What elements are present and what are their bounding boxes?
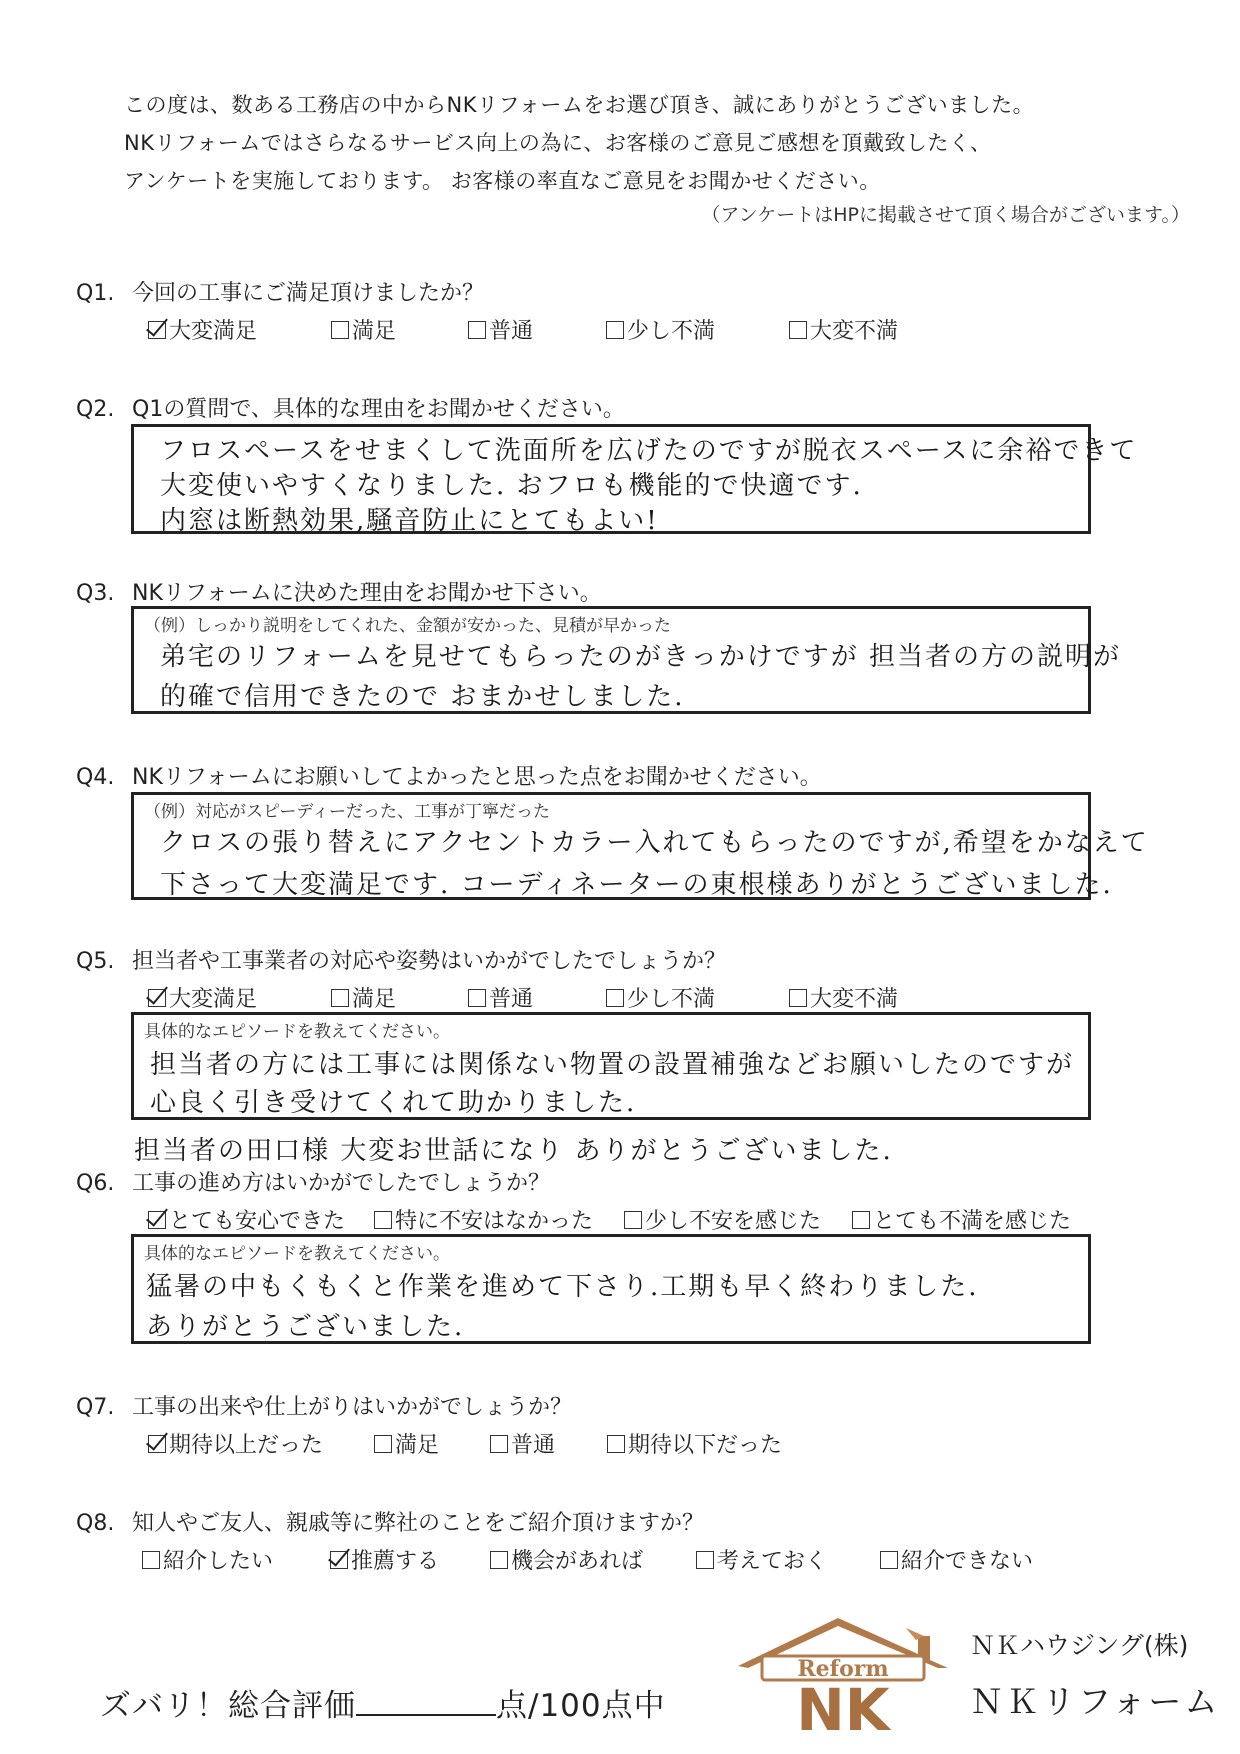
intro-text: [124, 86, 1034, 200]
checkbox-icon[interactable]: [468, 989, 486, 1007]
question-text: 担当者や工事業者の対応や姿勢はいかがでしたでしょうか？: [132, 949, 727, 974]
q5-answer-line-1: 担当者の方には工事には関係ない物置の設置補強などお願いしたのですが: [150, 1050, 1075, 1080]
q2-answer-line-1: フロスペースをせまくして洗面所を広げたのですが脱衣スペースに余裕できて: [160, 436, 1138, 466]
option-label: 普通: [489, 987, 534, 1012]
intro-line-3: アンケートを実施しております。 お客様の率直なご意見をお聞かせください。: [124, 169, 881, 193]
q1-option-1[interactable]: [331, 314, 468, 345]
q8-option-4[interactable]: [880, 1544, 1033, 1575]
option-label: 満足: [352, 319, 397, 344]
checkbox-icon[interactable]: [374, 1211, 392, 1229]
q6-option-3[interactable]: [852, 1204, 1071, 1235]
q7-option-0[interactable]: [148, 1428, 374, 1459]
checkbox-icon[interactable]: [374, 1435, 392, 1453]
question-6: [76, 1166, 550, 1197]
q3-answer-line-1: 弟宅のリフォームを見せてもらったのがきっかけですが 担当者の方の説明が: [160, 642, 1121, 672]
q7-option-1[interactable]: [374, 1428, 490, 1459]
option-label: 大変不満: [810, 319, 899, 344]
checkbox-icon[interactable]: [789, 989, 807, 1007]
option-label: 大変満足: [169, 319, 258, 344]
q1-option-4[interactable]: [789, 314, 898, 345]
question-2: [76, 392, 625, 423]
q6-options: [148, 1204, 1071, 1235]
q1-options: [148, 314, 898, 345]
option-label: 機会があれば: [511, 1549, 644, 1574]
checkbox-icon[interactable]: [696, 1551, 714, 1569]
logo-reform-text: Reform: [797, 1656, 889, 1682]
intro-line-1: この度は、数ある工務店の中からNKリフォームをお選び頂き、誠にありがとうございました。: [124, 93, 1035, 117]
question-number: Q1.: [76, 281, 115, 306]
question-number: Q3.: [76, 581, 115, 606]
question-number: Q4.: [76, 765, 115, 790]
question-text: NKリフォームにお願いしてよかったと思った点をお聞かせください。: [132, 765, 822, 790]
checkbox-icon[interactable]: [490, 1435, 508, 1453]
q5-example: 具体的なエピソードを教えてください。: [144, 1022, 450, 1042]
intro-line-2: NKリフォームではさらなるサービス向上の為に、お客様のご意見ご感想を頂戴致したく、: [124, 131, 992, 155]
question-3: [76, 576, 602, 607]
option-label: 満足: [395, 1433, 440, 1458]
checkbox-icon[interactable]: [331, 321, 349, 339]
checkbox-icon[interactable]: [606, 321, 624, 339]
q8-option-3[interactable]: [696, 1544, 880, 1575]
q2-answer-line-2: 大変使いやすくなりました. おフロも機能的で快適です.: [160, 471, 863, 501]
checkbox-icon[interactable]: [607, 1435, 625, 1453]
q4-example: （例）対応がスピーディーだった、工事が丁寧だった: [144, 802, 550, 822]
q6-option-0[interactable]: [148, 1204, 374, 1235]
option-label: 大変満足: [169, 987, 258, 1012]
question-1: [76, 276, 484, 307]
q3-example: （例）しっかり説明をしてくれた、金額が安かった、見積が早かった: [144, 616, 671, 636]
checkbox-checked-icon[interactable]: [330, 1551, 348, 1569]
question-text: 知人やご友人、親戚等に弊社のことをご紹介頂けますか？: [132, 1511, 705, 1536]
q2-answer-line-3: 内窓は断熱効果,騒音防止にとてもよい!: [160, 506, 659, 536]
q8-option-2[interactable]: [490, 1544, 696, 1575]
checkbox-checked-icon[interactable]: [148, 321, 166, 339]
q8-options: [142, 1544, 1033, 1575]
overall-rating: [100, 1680, 666, 1725]
q5-answer-line-2: 心良く引き受けてくれて助かりました.: [150, 1088, 637, 1118]
q7-option-3[interactable]: [607, 1428, 782, 1459]
q5-option-2[interactable]: [468, 982, 606, 1013]
option-label: 少し不満: [627, 987, 716, 1012]
question-number: Q8.: [76, 1511, 115, 1536]
option-label: とても安心できた: [169, 1209, 346, 1234]
question-number: Q6.: [76, 1171, 115, 1196]
company-name-reform: ＮＫリフォーム: [970, 1682, 1221, 1721]
option-label: 大変不満: [810, 987, 899, 1012]
option-label: 少し不安を感じた: [645, 1209, 822, 1234]
rating-score-field[interactable]: [356, 1688, 496, 1716]
checkbox-icon[interactable]: [142, 1551, 160, 1569]
checkbox-checked-icon[interactable]: [148, 1435, 166, 1453]
q8-option-1[interactable]: [330, 1544, 490, 1575]
checkbox-checked-icon[interactable]: [148, 989, 166, 1007]
checkbox-icon[interactable]: [880, 1551, 898, 1569]
question-text: 工事の出来や仕上がりはいかがでしょうか？: [132, 1395, 573, 1420]
q6-example: 具体的なエピソードを教えてください。: [144, 1244, 450, 1264]
q7-option-2[interactable]: [490, 1428, 607, 1459]
q6-answer-line-2: ありがとうございました.: [146, 1312, 465, 1342]
q4-answer-line-1: クロスの張り替えにアクセントカラー入れてもらったのですが,希望をかなえて: [160, 828, 1149, 858]
checkbox-icon[interactable]: [468, 321, 486, 339]
q5-option-1[interactable]: [331, 982, 468, 1013]
option-label: 紹介したい: [163, 1549, 274, 1574]
option-label: 紹介できない: [901, 1549, 1034, 1574]
checkbox-icon[interactable]: [852, 1211, 870, 1229]
q5-option-3[interactable]: [606, 982, 789, 1013]
checkbox-icon[interactable]: [624, 1211, 642, 1229]
company-name-housing: ＮＫハウジング(株): [970, 1631, 1189, 1660]
option-label: 期待以上だった: [169, 1433, 324, 1458]
question-text: 今回の工事にご満足頂けましたか？: [132, 281, 485, 306]
question-text: NKリフォームに決めた理由をお聞かせ下さい。: [132, 581, 602, 606]
option-label: 期待以下だった: [628, 1433, 783, 1458]
q1-option-3[interactable]: [606, 314, 789, 345]
q8-option-0[interactable]: [142, 1544, 330, 1575]
question-8: [76, 1506, 704, 1537]
rating-suffix: 点/100点中: [496, 1688, 666, 1724]
q1-option-0[interactable]: [148, 314, 331, 345]
option-label: とても不満を感じた: [873, 1209, 1072, 1234]
q5-option-4[interactable]: [789, 982, 898, 1013]
option-label: 考えておく: [717, 1549, 828, 1574]
q6-option-2[interactable]: [624, 1204, 852, 1235]
question-7: [76, 1390, 572, 1421]
q3-answer-line-2: 的確で信用できたので おまかせしました.: [160, 682, 685, 712]
option-label: 満足: [352, 987, 397, 1012]
question-text: Q1の質問で、具体的な理由をお聞かせください。: [132, 397, 625, 422]
question-number: Q5.: [76, 949, 115, 974]
q5-options: [148, 982, 898, 1013]
option-label: 普通: [489, 319, 534, 344]
question-number: Q7.: [76, 1395, 115, 1420]
intro-note: （アンケートはHPに掲載させて頂く場合がございます。）: [701, 204, 1190, 226]
logo-nk-text: NK: [796, 1676, 890, 1734]
question-text: 工事の進め方はいかがでしたでしょうか？: [132, 1171, 551, 1196]
checkbox-icon[interactable]: [789, 321, 807, 339]
question-number: Q2.: [76, 397, 115, 422]
q6-option-1[interactable]: [374, 1204, 624, 1235]
question-5: [76, 944, 726, 975]
question-4: [76, 760, 822, 791]
checkbox-checked-icon[interactable]: [148, 1211, 166, 1229]
option-label: 推薦する: [351, 1549, 440, 1574]
checkbox-icon[interactable]: [331, 989, 349, 1007]
q6-answer-line-1: 猛暑の中もくもくと作業を進めて下さり.工期も早く終わりました.: [146, 1272, 979, 1302]
q5-option-0[interactable]: [148, 982, 331, 1013]
option-label: 少し不満: [627, 319, 716, 344]
q5-extra-comment: 担当者の田口様 大変お世話になり ありがとうございました.: [134, 1136, 893, 1166]
q4-answer-line-2: 下さって大変満足です. コーディネーターの東根様ありがとうございました.: [160, 870, 1113, 900]
q7-options: [148, 1428, 782, 1459]
option-label: 特に不安はなかった: [395, 1209, 594, 1234]
q1-option-2[interactable]: [468, 314, 606, 345]
checkbox-icon[interactable]: [490, 1551, 508, 1569]
option-label: 普通: [511, 1433, 556, 1458]
checkbox-icon[interactable]: [606, 989, 624, 1007]
nk-reform-logo-icon: [738, 1614, 948, 1734]
rating-label: ズバリ！総合評価: [100, 1688, 356, 1724]
